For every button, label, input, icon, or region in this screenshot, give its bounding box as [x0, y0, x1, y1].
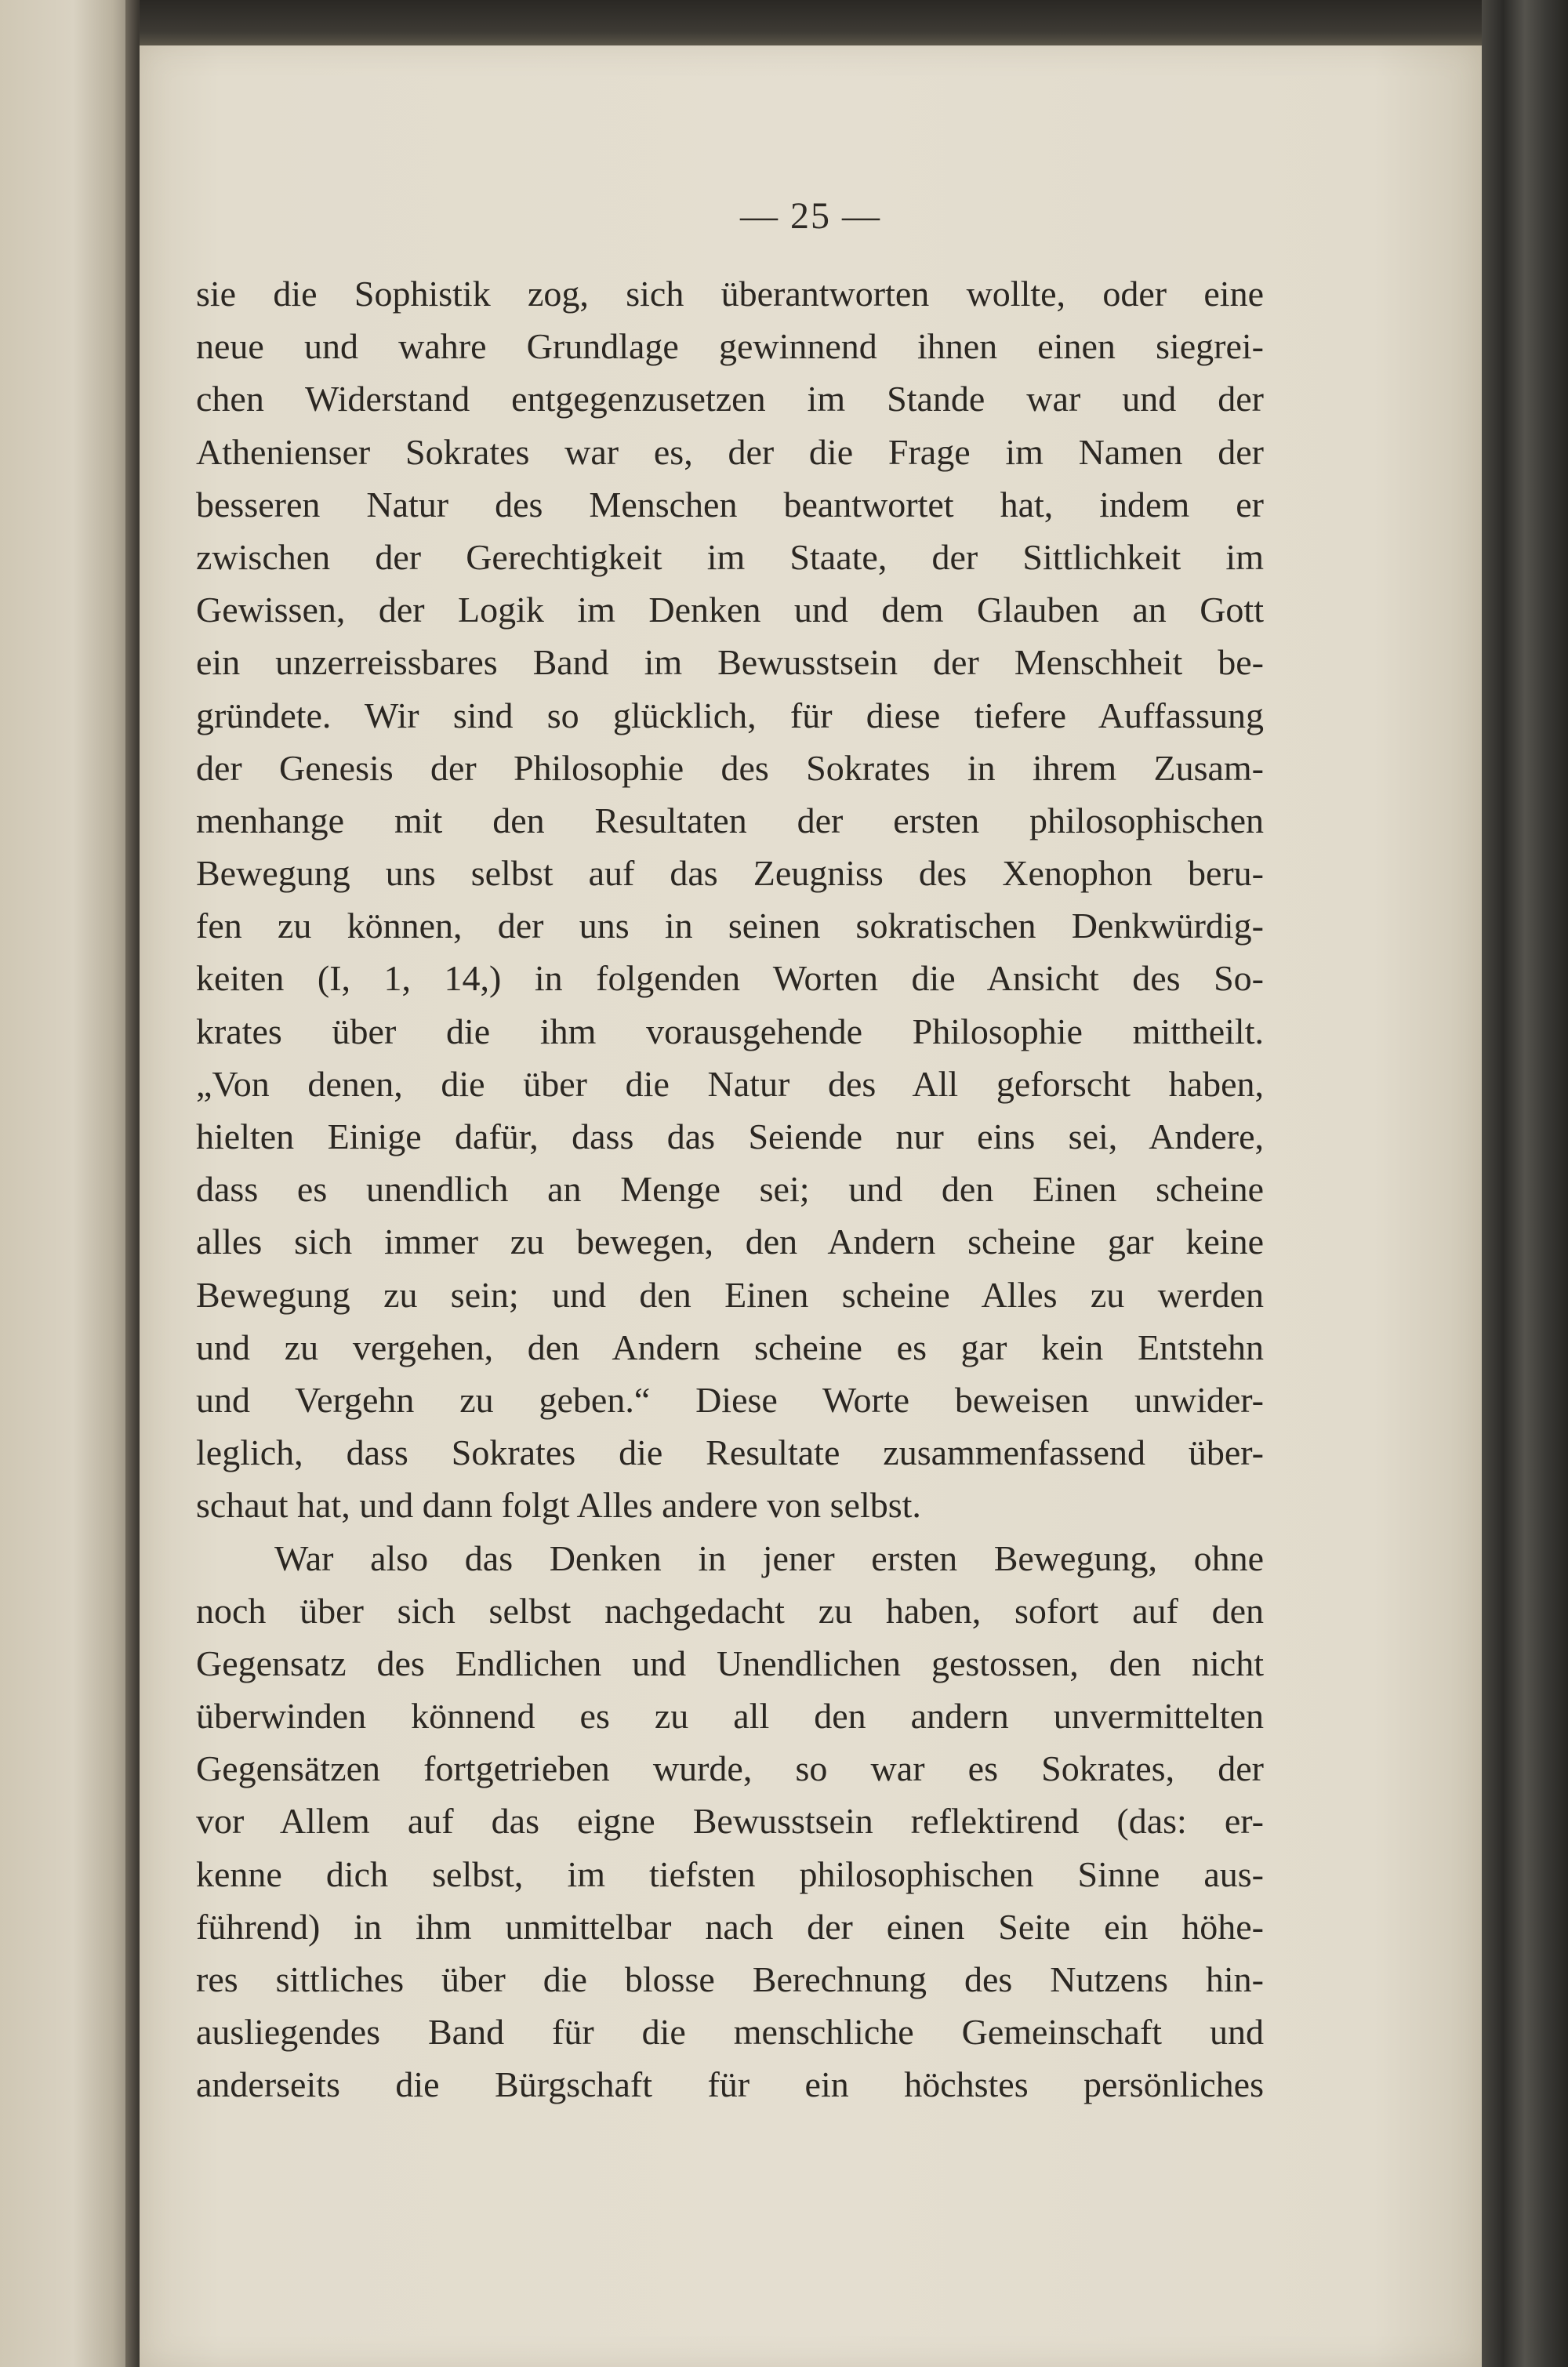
text-line: und Vergehn zu geben.“ Diese Worte beweisen unwider-	[196, 1379, 1264, 1420]
text-line: zwischen der Gerechtigkeit im Staate, der Sittlichkeit im	[196, 536, 1264, 577]
text-line: alles sich immer zu bewegen, den Andern scheine gar keine	[196, 1222, 1264, 1262]
text-line: ausliegendes Band für die menschliche Gemeinschaft und	[196, 2012, 1264, 2053]
text-line: gründete. Wir sind so glücklich, für diese tiefere Auffassung	[196, 695, 1264, 735]
text-line: sie die Sophistik zog, sich überantworten wollte, oder eine	[196, 274, 1264, 314]
text-line: der Genesis der Philosophie des Sokrates in ihrem Zusam-	[196, 747, 1264, 788]
page-text	[196, 267, 1264, 2111]
text-line: Gegensatz des Endlichen und Unendlichen gestossen, den nicht	[196, 1643, 1264, 1683]
text-line: überwinden könnend es zu all den andern unvermittelten	[196, 1696, 1264, 1737]
text-line: Athenienser Sokrates war es, der die Frage im Namen der	[196, 431, 1264, 472]
text-line: schaut hat, und dann folgt Alles andere von selbst.	[196, 1485, 921, 1526]
text-line: Gewissen, der Logik im Denken und dem Glauben an Gott	[196, 590, 1264, 630]
text-line: keiten (I, 1, 14,) in folgenden Worten die Ansicht des So-	[196, 958, 1264, 999]
text-line: leglich, dass Sokrates die Resultate zusammenfassend über-	[196, 1432, 1264, 1473]
text-line: fen zu können, der uns in seinen sokratischen Denkwürdig-	[196, 906, 1264, 946]
text-line: chen Widerstand entgegenzusetzen im Stande war und der	[196, 379, 1264, 419]
text-line: und zu vergehen, den Andern scheine es gar kein Entstehn	[196, 1327, 1264, 1367]
text-line: Bewegung zu sein; und den Einen scheine Alles zu werden	[196, 1274, 1264, 1315]
text-line: krates über die ihm vorausgehende Philosophie mittheilt.	[196, 1011, 1264, 1051]
previous-page-edge	[0, 0, 133, 2367]
text-line: Gegensätzen fortgetrieben wurde, so war es Sokrates, der	[196, 1748, 1264, 1789]
text-line: hielten Einige dafür, dass das Seiende nur eins sei, Andere,	[196, 1116, 1264, 1156]
book-cover-edge	[1482, 0, 1568, 2367]
text-line: vor Allem auf das eigne Bewusstsein reflektirend (das: er-	[196, 1801, 1264, 1842]
page-number: — 25 —	[740, 195, 881, 237]
text-line: dass es unendlich an Menge sei; und den Einen scheine	[196, 1169, 1264, 1210]
text-line: besseren Natur des Menschen beantwortet hat, indem er	[196, 484, 1264, 525]
book-cover-top	[140, 0, 1482, 45]
text-line: „Von denen, die über die Natur des All geforscht haben,	[196, 1063, 1264, 1104]
text-line: neue und wahre Grundlage gewinnend ihnen einen siegrei-	[196, 326, 1264, 367]
text-line: noch über sich selbst nachgedacht zu haben, sofort auf den	[196, 1590, 1264, 1631]
text-line: ein unzerreissbares Band im Bewusstsein der Menschheit be-	[196, 642, 1264, 683]
text-line: führend) in ihm unmittelbar nach der einen Seite ein höhe-	[196, 1906, 1264, 1947]
text-line: anderseits die Bürgschaft für ein höchstes persönliches	[196, 2064, 1264, 2105]
text-line: menhange mit den Resultaten der ersten philosophischen	[196, 800, 1264, 840]
text-line: Bewegung uns selbst auf das Zeugniss des Xenophon beru-	[196, 853, 1264, 894]
text-line: res sittliches über die blosse Berechnung des Nutzens hin-	[196, 1959, 1264, 1999]
text-line: kenne dich selbst, im tiefsten philosophischen Sinne aus-	[196, 1853, 1264, 1894]
text-line: War also das Denken in jener ersten Bewegung, ohne	[274, 1537, 1264, 1578]
